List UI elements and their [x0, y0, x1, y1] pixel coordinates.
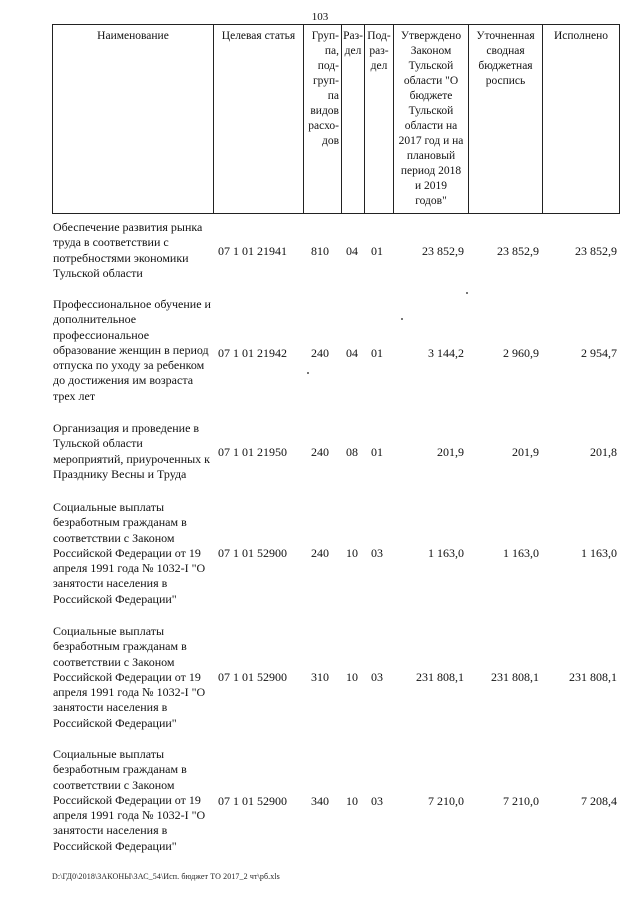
row-executed-value: 201,8	[590, 445, 617, 459]
row-refined-value: 201,9	[512, 445, 539, 459]
row-approved-value: 201,9	[437, 445, 464, 459]
row-group-code: 240	[311, 546, 329, 560]
column-header-subsection: Под- раз- дел	[367, 30, 391, 72]
row-section-code: 10	[346, 546, 358, 560]
column-header-name: Наименование	[97, 30, 169, 42]
row-refined-value: 7 210,0	[503, 794, 539, 808]
row-name: Социальные выплаты безработным гражданам в соответствии с Законом Российской Федерации от 19 апреля 1991 года № 1032-I "О занятости населения в Российской Федерации"	[53, 747, 206, 853]
row-approved-value: 7 210,0	[428, 794, 464, 808]
row-group-code: 240	[311, 346, 329, 360]
row-target-code: 07 1 01 52900	[218, 546, 287, 560]
column-header-approved: Утверждено Законом Тульской области "О бюджете Тульской области на 2017 год и на плановый период 2018 и 2019 годов"	[398, 30, 464, 207]
column-header-refined: Уточненная сводная бюджетная роспись	[476, 30, 535, 87]
row-subsection-code: 01	[371, 244, 383, 258]
column-header-section: Раз- дел	[343, 30, 363, 57]
row-executed-value: 23 852,9	[575, 244, 617, 258]
row-executed-value: 7 208,4	[581, 794, 617, 808]
row-approved-value: 231 808,1	[416, 670, 464, 684]
row-group-code: 810	[311, 244, 329, 258]
row-subsection-code: 03	[371, 670, 383, 684]
file-path-footer: D:\ГД0\2018\ЗАКОНЫ\ЗАС_54\Исп. бюджет ТО 2017_2 чт\рб.xls	[52, 872, 280, 881]
row-approved-value: 23 852,9	[422, 244, 464, 258]
scan-speck	[307, 372, 309, 374]
row-refined-value: 1 163,0	[503, 546, 539, 560]
row-refined-value: 23 852,9	[497, 244, 539, 258]
row-subsection-code: 03	[371, 546, 383, 560]
row-subsection-code: 03	[371, 794, 383, 808]
scan-speck	[466, 292, 468, 294]
column-header-executed: Исполнено	[553, 30, 609, 42]
scan-speck	[401, 318, 403, 320]
column-header-group: Груп- па, под- груп- па видов расхо- дов	[308, 30, 339, 147]
row-refined-value: 231 808,1	[491, 670, 539, 684]
row-section-code: 04	[346, 244, 358, 258]
page-number: 103	[311, 11, 329, 23]
row-group-code: 340	[311, 794, 329, 808]
column-header-target: Целевая статья	[221, 30, 296, 42]
row-name: Социальные выплаты безработным гражданам в соответствии с Законом Российской Федерации от 19 апреля 1991 года № 1032-I "О занятости населения в Российской Федерации"	[53, 624, 206, 730]
row-group-code: 240	[311, 445, 329, 459]
row-group-code: 310	[311, 670, 329, 684]
row-name: Организация и проведение в Тульской области мероприятий, приуроченных к Празднику Весны и Труда	[53, 421, 211, 481]
row-section-code: 04	[346, 346, 358, 360]
row-subsection-code: 01	[371, 445, 383, 459]
row-name: Обеспечение развития рынка труда в соответствии с потребностями экономики Тульской области	[53, 220, 203, 280]
row-target-code: 07 1 01 52900	[218, 670, 287, 684]
row-executed-value: 2 954,7	[581, 346, 617, 360]
row-section-code: 10	[346, 794, 358, 808]
row-target-code: 07 1 01 21942	[218, 346, 287, 360]
row-section-code: 08	[346, 445, 358, 459]
row-executed-value: 231 808,1	[569, 670, 617, 684]
row-refined-value: 2 960,9	[503, 346, 539, 360]
row-executed-value: 1 163,0	[581, 546, 617, 560]
row-name: Социальные выплаты безработным гражданам в соответствии с Законом Российской Федерации от 19 апреля 1991 года № 1032-I "О занятости населения в Российской Федерации"	[53, 500, 206, 606]
row-name: Профессиональное обучение и дополнительное профессиональное образование женщин в период отпуска по уходу за ребенком до достижения им возраста трех лет	[53, 297, 211, 403]
row-approved-value: 1 163,0	[428, 546, 464, 560]
row-target-code: 07 1 01 21941	[218, 244, 287, 258]
row-section-code: 10	[346, 670, 358, 684]
row-subsection-code: 01	[371, 346, 383, 360]
row-approved-value: 3 144,2	[428, 346, 464, 360]
row-target-code: 07 1 01 21950	[218, 445, 287, 459]
row-target-code: 07 1 01 52900	[218, 794, 287, 808]
